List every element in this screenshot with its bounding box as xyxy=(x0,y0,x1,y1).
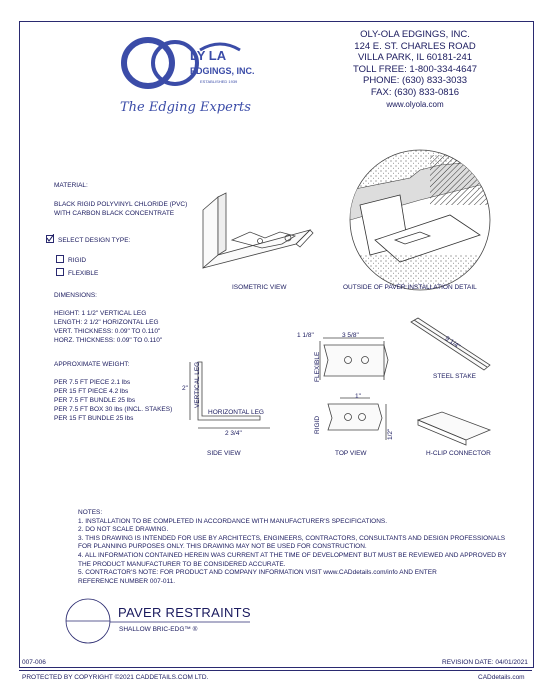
side-view-drawing xyxy=(190,362,270,428)
design-type-heading-row[interactable] xyxy=(46,235,130,245)
dimensions-line-4: HORZ. THICKNESS: 0.09" TO 0.110" xyxy=(54,337,163,344)
note-line: FOR PLANNING PURPOSES ONLY. THIS DRAWING MAY NOT BE USED FOR CONSTRUCTION. xyxy=(78,543,367,551)
dim-horizontal-leg: HORIZONTAL LEG xyxy=(208,409,264,416)
company-address-2: VILLA PARK, IL 60181-241 xyxy=(357,52,473,64)
caddetails-link[interactable]: CADdetails.com xyxy=(478,674,525,681)
flexible-checkbox[interactable] xyxy=(56,268,64,276)
logo-tagline: The Edging Experts xyxy=(120,100,251,115)
caption-steel-stake: STEEL STAKE xyxy=(433,373,476,380)
material-line-2: WITH CARBON BLACK CONCENTRATE xyxy=(54,210,175,217)
dimensions-line-2: LENGTH: 2 1/2" HORIZONTAL LEG xyxy=(54,319,159,326)
logo-brand-top: LY LA xyxy=(190,48,227,63)
caption-outside-paver-detail: OUTSIDE OF PAVER INSTALLATION DETAIL xyxy=(343,284,477,291)
dim-height-2: 2" xyxy=(182,385,188,392)
design-option-rigid[interactable] xyxy=(56,255,86,265)
design-option-flexible[interactable] xyxy=(56,268,98,278)
company-address-1: 124 E. ST. CHARLES ROAD xyxy=(354,40,476,52)
note-line: 2. DO NOT SCALE DRAWING. xyxy=(78,526,169,534)
weight-line-4: PER 7.5 FT BOX 30 lbs (INCL. STAKES) xyxy=(54,406,173,413)
company-website: www.olyola.com xyxy=(386,99,444,109)
notes-heading: NOTES: xyxy=(78,509,103,516)
company-phone: PHONE: (630) 833-3033 xyxy=(362,75,468,87)
note-line: THE PRODUCT MANUFACTURER TO BE CONSIDERED ACCURATE. xyxy=(78,560,286,568)
note-line: 5. CONTRACTOR'S NOTE: FOR PRODUCT AND COMPANY INFORMATION VISIT www.CADdetails.com/info AND ENTER xyxy=(78,569,437,577)
weight-heading: APPROXIMATE WEIGHT: xyxy=(54,361,130,368)
weight-line-2: PER 15 FT PIECE 4.2 lbs xyxy=(54,388,129,395)
logo-brand-name: EDGINGS, INC. xyxy=(190,66,255,76)
notes-block xyxy=(78,509,506,586)
company-name: OLY-OLA EDGINGS, INC. xyxy=(360,29,470,40)
rigid-label: RIGID xyxy=(68,257,87,264)
drawing-number: 007-006 xyxy=(22,659,46,666)
dim-flexible-label: FLEXIBLE xyxy=(314,351,321,382)
isometric-view-drawing xyxy=(203,193,313,268)
company-fax: FAX: (630) 833-0816 xyxy=(370,86,460,98)
weight-line-5: PER 15 FT BUNDLE 25 lbs xyxy=(54,415,134,422)
drawing-subtitle: SHALLOW BRIC-EDG™ ® xyxy=(119,626,198,633)
top-view-rigid-drawing xyxy=(328,398,386,440)
dimensions-heading: DIMENSIONS: xyxy=(54,292,97,299)
dim-vertical-leg: VERTICAL LEG xyxy=(194,361,201,408)
material-heading: MATERIAL: xyxy=(54,182,88,189)
dim-top-1-2: 1/2" xyxy=(387,428,394,440)
caption-h-clip-connector: H-CLIP CONNECTOR xyxy=(426,450,491,457)
note-line: 4. ALL INFORMATION CONTAINED HEREIN WAS CURRENT AT THE TIME OF DEVELOPMENT BUT MUST BE REVIEWED AND APPROVED BY xyxy=(78,551,507,559)
dim-rigid-label: RIGID xyxy=(314,415,321,434)
h-clip-connector-drawing xyxy=(418,412,490,445)
flexible-label: FLEXIBLE xyxy=(68,270,99,277)
note-line: 3. THIS DRAWING IS INTENDED FOR USE BY ARCHITECTS, ENGINEERS, CONTRACTORS, CONSULTANTS AND DESIGN PROFESSIONALS xyxy=(78,534,506,542)
dim-stake-9-1-4: 9 1/4" xyxy=(443,335,462,351)
material-line-1: BLACK RIGID POLYVINYL CHLORIDE (PVC) xyxy=(54,201,188,208)
weight-line-3: PER 7.5 FT BUNDLE 25 lbs xyxy=(54,397,136,404)
dim-width-2-3-4: 2 3/4" xyxy=(225,430,242,437)
caption-side-view: SIDE VIEW xyxy=(207,450,241,457)
dim-top-1-1-8: 1 1/8" xyxy=(297,332,314,339)
note-line: 1. INSTALLATION TO BE COMPLETED IN ACCORDANCE WITH MANUFACTURER'S SPECIFICATIONS. xyxy=(78,517,388,525)
dimensions-line-3: VERT. THICKNESS: 0.09" TO 0.110" xyxy=(54,328,161,335)
dim-top-1: 1" xyxy=(355,393,361,400)
revision-date: REVISION DATE: 04/01/2021 xyxy=(442,659,528,666)
check-icon xyxy=(46,234,54,242)
design-type-checkbox[interactable] xyxy=(46,235,54,243)
dim-top-3-5-8: 3 5/8" xyxy=(342,332,359,339)
caption-isometric-view: ISOMETRIC VIEW xyxy=(232,284,287,291)
logo-established: ESTABLISHED 1939 xyxy=(200,79,238,84)
rigid-checkbox[interactable] xyxy=(56,255,64,263)
weight-line-1: PER 7.5 FT PIECE 2.1 lbs xyxy=(54,379,131,386)
company-tollfree: TOLL FREE: 1-800-334-4647 xyxy=(352,63,478,75)
dimensions-line-1: HEIGHT: 1 1/2" VERTICAL LEG xyxy=(54,310,147,317)
paver-installation-detail xyxy=(340,150,500,295)
drawing-title: PAVER RESTRAINTS xyxy=(118,605,251,620)
copyright-notice: PROTECTED BY COPYRIGHT ©2021 CADDETAILS.COM LTD. xyxy=(22,674,209,681)
footer-rule xyxy=(19,670,532,671)
design-type-heading: SELECT DESIGN TYPE: xyxy=(58,237,131,244)
caption-top-view: TOP VIEW xyxy=(335,450,367,457)
top-view-flexible-drawing xyxy=(320,338,388,380)
company-info xyxy=(300,29,530,110)
note-line: REFERENCE NUMBER 007-011. xyxy=(78,577,176,585)
